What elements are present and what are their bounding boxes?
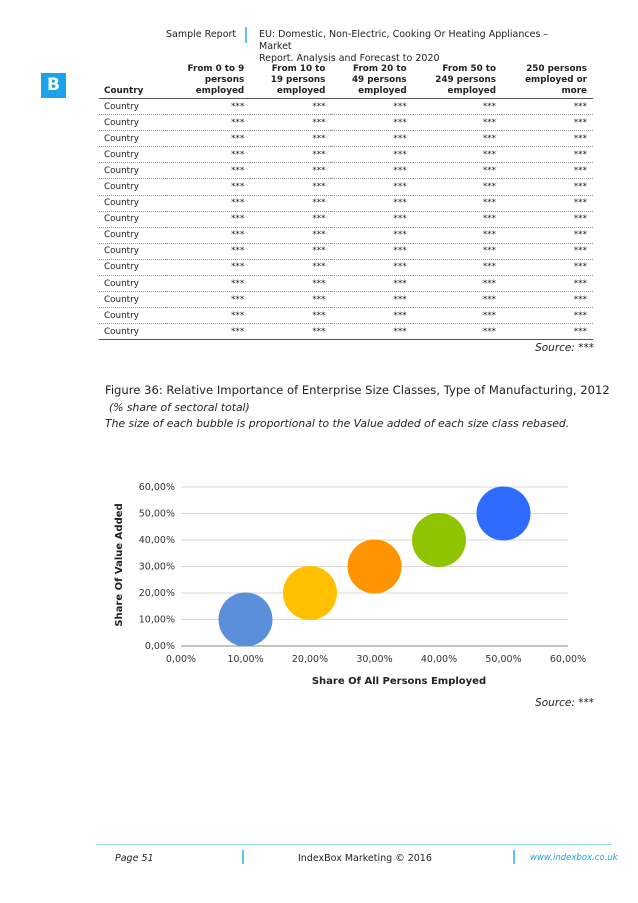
table-row [99, 324, 593, 340]
country-cell: Country [99, 227, 166, 243]
value-cell: *** [413, 259, 502, 275]
value-cell: *** [250, 259, 331, 275]
value-cell: *** [413, 131, 502, 147]
value-cell: *** [331, 276, 412, 292]
value-cell: *** [502, 243, 593, 259]
figure-subtitle: (% share of sectoral total) [109, 401, 250, 414]
value-cell: *** [502, 163, 593, 179]
value-cell: *** [413, 227, 502, 243]
chart-source: Source: *** [535, 697, 594, 709]
header-line: 49 persons [351, 75, 407, 85]
header-line: employed [358, 86, 407, 96]
value-cell: *** [502, 99, 593, 115]
value-cell: *** [331, 131, 412, 147]
table-row [99, 292, 593, 308]
table-row [99, 211, 593, 227]
y-tick-label: 0,00% [144, 641, 175, 652]
value-cell: *** [413, 324, 502, 340]
value-cell: *** [331, 243, 412, 259]
y-axis-label: Share Of Value Added [114, 503, 125, 627]
value-cell: *** [331, 308, 412, 324]
table-col-header [413, 64, 502, 99]
value-cell: *** [413, 179, 502, 195]
country-cell: Country [99, 163, 166, 179]
value-cell: *** [502, 227, 593, 243]
value-cell: *** [250, 179, 331, 195]
table-row [99, 147, 593, 163]
value-cell: *** [502, 131, 593, 147]
country-cell: Country [99, 324, 166, 340]
footer-divider-right [513, 850, 515, 864]
value-cell: *** [166, 276, 250, 292]
y-tick-label: 40,00% [138, 535, 175, 546]
value-cell: *** [502, 276, 593, 292]
header-title [259, 29, 579, 65]
country-cell: Country [99, 308, 166, 324]
x-tick-label: 30,00% [356, 654, 393, 665]
header-line: From 0 to 9 [187, 64, 245, 74]
value-cell: *** [413, 99, 502, 115]
value-cell: *** [413, 195, 502, 211]
y-tick-label: 20,00% [138, 588, 175, 599]
footer-url[interactable]: www.indexbox.co.uk [530, 853, 618, 863]
country-cell: Country [99, 115, 166, 131]
header-line: 250 persons [526, 64, 587, 74]
table-row [99, 243, 593, 259]
value-cell: *** [250, 243, 331, 259]
value-cell: *** [413, 292, 502, 308]
footer-center: IndexBox Marketing © 2016 [298, 853, 432, 864]
value-cell: *** [166, 292, 250, 308]
value-cell: *** [502, 179, 593, 195]
bubble-point [219, 593, 273, 647]
value-cell: *** [250, 324, 331, 340]
x-tick-label: 20,00% [291, 654, 329, 665]
header-divider [245, 27, 247, 43]
x-tick-labels [166, 654, 586, 665]
header-line: employed [195, 86, 245, 96]
table-row [99, 163, 593, 179]
header-line: Country [104, 86, 144, 96]
y-tick-label: 60,00% [138, 482, 175, 493]
value-cell: *** [413, 163, 502, 179]
table-row [99, 115, 593, 131]
x-tick-label: 10,00% [227, 654, 264, 665]
table-col-header [250, 64, 331, 99]
value-cell: *** [502, 259, 593, 275]
table-row [99, 259, 593, 275]
value-cell: *** [413, 115, 502, 131]
value-cell: *** [413, 211, 502, 227]
value-cell: *** [166, 308, 250, 324]
x-tick-label: 40,00% [420, 654, 458, 665]
figure-note: The size of each bubble is proportional to the Value added of each size class rebased. [105, 417, 570, 430]
value-cell: *** [166, 324, 250, 340]
header-title-line1: EU: Domestic, Non-Electric, Cooking Or Heating Appliances – Market [259, 29, 549, 52]
table-row [99, 195, 593, 211]
brand-logo: B [41, 73, 66, 98]
table-row [99, 276, 593, 292]
header-line: persons [204, 75, 245, 85]
table-col-header [331, 64, 412, 99]
value-cell: *** [166, 259, 250, 275]
table-row [99, 99, 593, 115]
country-cell: Country [99, 211, 166, 227]
value-cell: *** [331, 115, 412, 131]
value-cell: *** [502, 324, 593, 340]
table-col-header [99, 64, 166, 99]
value-cell: *** [250, 115, 331, 131]
value-cell: *** [250, 211, 331, 227]
value-cell: *** [502, 292, 593, 308]
value-cell: *** [166, 227, 250, 243]
header-line: From 10 to [271, 64, 326, 74]
value-cell: *** [413, 276, 502, 292]
value-cell: *** [331, 324, 412, 340]
header-title-line2: Report. Analysis and Forecast to 2020 [259, 53, 440, 64]
value-cell: *** [502, 211, 593, 227]
value-cell: *** [166, 179, 250, 195]
table-row [99, 308, 593, 324]
x-tick-label: 0,00% [165, 654, 197, 665]
value-cell: *** [250, 163, 331, 179]
value-cell: *** [250, 147, 331, 163]
table-source: Source: *** [535, 342, 594, 354]
value-cell: *** [166, 147, 250, 163]
header-line: From 20 to [353, 64, 407, 74]
value-cell: *** [502, 308, 593, 324]
table-body [99, 99, 593, 340]
country-cell: Country [99, 147, 166, 163]
value-cell: *** [331, 259, 412, 275]
y-tick-label: 30,00% [138, 561, 175, 573]
y-tick-labels [139, 482, 175, 652]
header-left: Sample Report [166, 29, 237, 40]
header-line: employed [447, 86, 497, 96]
value-cell: *** [250, 195, 331, 211]
bubble-chart [100, 445, 600, 695]
bubble-point [348, 540, 402, 594]
value-cell: *** [502, 147, 593, 163]
value-cell: *** [166, 195, 250, 211]
bubble-point [477, 487, 531, 541]
value-cell: *** [166, 115, 250, 131]
value-cell: *** [331, 99, 412, 115]
header-line: From 50 to [442, 64, 497, 74]
value-cell: *** [502, 115, 593, 131]
bubble-point [283, 566, 337, 620]
value-cell: *** [413, 308, 502, 324]
header-line: employed or [525, 75, 587, 85]
x-tick-label: 60,00% [549, 654, 587, 665]
y-tick-label: 10,00% [138, 614, 175, 626]
bubble-point [412, 513, 466, 567]
value-cell: *** [250, 131, 331, 147]
value-cell: *** [331, 147, 412, 163]
value-cell: *** [331, 227, 412, 243]
value-cell: *** [166, 211, 250, 227]
value-cell: *** [166, 99, 250, 115]
value-cell: *** [331, 179, 412, 195]
header-line: 19 persons [270, 75, 326, 85]
country-cell: Country [99, 276, 166, 292]
value-cell: *** [166, 163, 250, 179]
footer-divider-left [242, 850, 244, 864]
enterprise-size-table [99, 64, 593, 340]
x-axis-label: Share Of All Persons Employed [311, 676, 487, 687]
figure-title: Figure 36: Relative Importance of Enterprise Size Classes, Type of Manufacturing, 2012 [105, 383, 610, 397]
value-cell: *** [502, 195, 593, 211]
footer-line [96, 844, 612, 845]
country-cell: Country [99, 243, 166, 259]
y-tick-label: 50,00% [138, 508, 175, 520]
header-line: more [561, 86, 587, 96]
header-line: 249 persons [435, 75, 497, 85]
value-cell: *** [331, 195, 412, 211]
x-tick-label: 50,00% [485, 654, 522, 665]
country-cell: Country [99, 195, 166, 211]
value-cell: *** [331, 163, 412, 179]
value-cell: *** [250, 227, 331, 243]
table-col-header [166, 64, 250, 99]
header-line: employed [276, 86, 326, 96]
table-row [99, 179, 593, 195]
country-cell: Country [99, 179, 166, 195]
value-cell: *** [250, 292, 331, 308]
table-header-row [99, 64, 593, 99]
table-row [99, 227, 593, 243]
country-cell: Country [99, 259, 166, 275]
value-cell: *** [413, 243, 502, 259]
table-row [99, 131, 593, 147]
value-cell: *** [331, 211, 412, 227]
value-cell: *** [250, 308, 331, 324]
value-cell: *** [331, 292, 412, 308]
value-cell: *** [250, 276, 331, 292]
value-cell: *** [166, 131, 250, 147]
country-cell: Country [99, 99, 166, 115]
value-cell: *** [413, 147, 502, 163]
table-col-header [502, 64, 593, 99]
value-cell: *** [166, 243, 250, 259]
country-cell: Country [99, 292, 166, 308]
footer-page: Page 51 [115, 853, 154, 864]
value-cell: *** [250, 99, 331, 115]
country-cell: Country [99, 131, 166, 147]
